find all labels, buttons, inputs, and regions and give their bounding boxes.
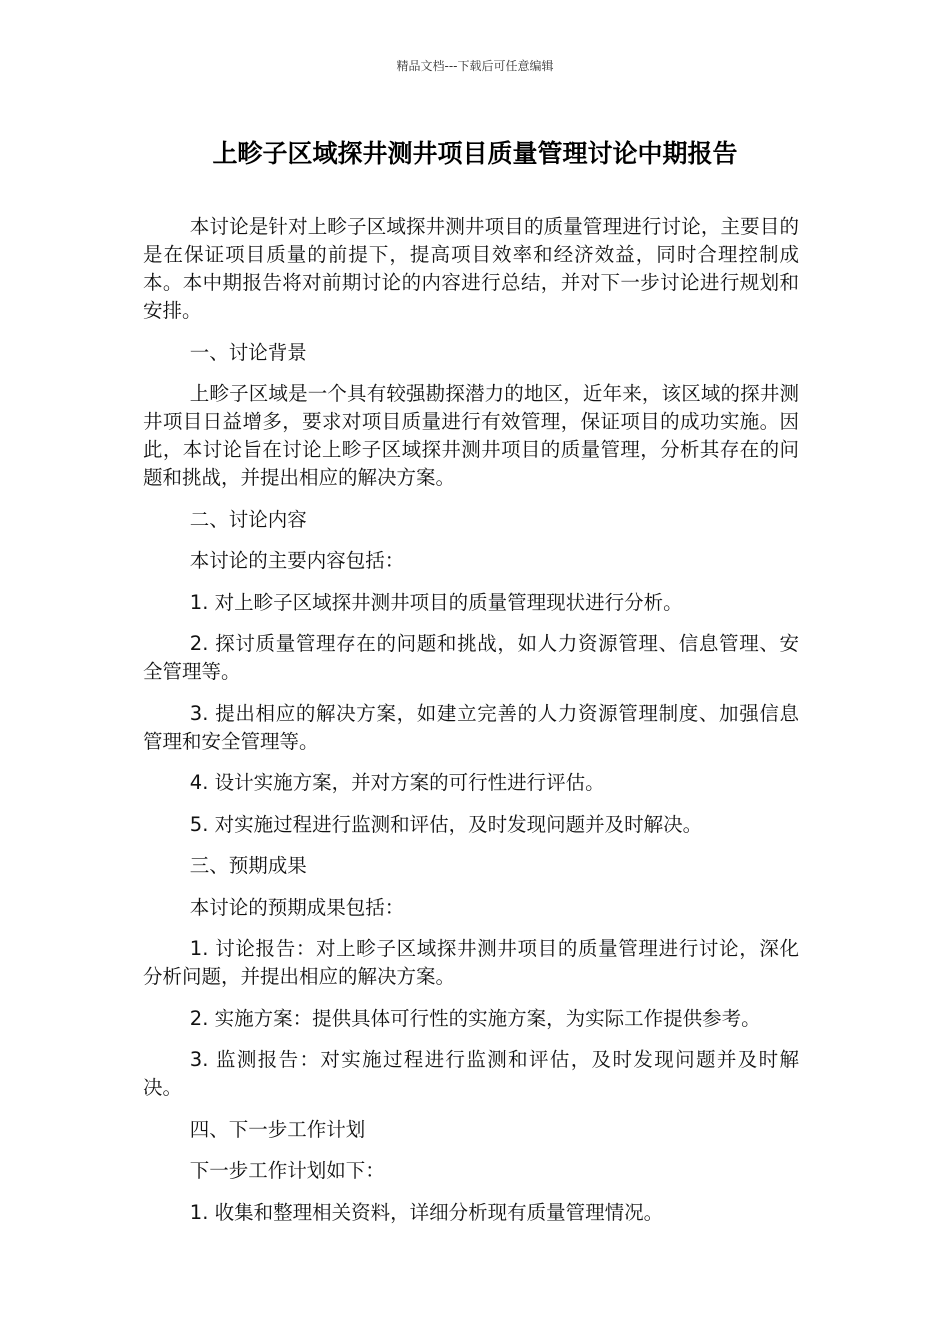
content-item-1: 1. 对上畛子区域探井测井项目的质量管理现状进行分析。 — [189, 590, 683, 614]
section-heading-next-steps: 四、下一步工作计划 — [189, 1117, 366, 1141]
content-item-4: 4. 设计实施方案，并对方案的可行性进行评估。 — [189, 771, 605, 794]
next-step-item-1: 1. 收集和整理相关资料，详细分析现有质量管理情况。 — [189, 1200, 664, 1224]
content-item-5: 5. 对实施过程进行监测和评估，及时发现问题并及时解决。 — [189, 812, 703, 836]
page-header-watermark: 精品文档---下载后可任意编辑 — [396, 59, 554, 73]
content-item-2: 2. 探讨质量管理存在的问题和挑战，如人力资源管理、信息管理、安全管理等。 — [143, 632, 799, 683]
document-title: 上畛子区域探井测井项目质量管理讨论中期报告 — [212, 139, 738, 168]
next-steps-intro-paragraph: 下一步工作计划如下： — [189, 1159, 385, 1182]
intro-paragraph: 本讨论是针对上畛子区域探井测井项目的质量管理进行讨论，主要目的是在保证项目质量的前提下，提高项目效率和经济效益，同时合理控制成本。本中期报告将对前期讨论的内容进行总结，并对下一步讨论进行规划和安排。 — [143, 215, 799, 322]
content-intro-paragraph: 本讨论的主要内容包括： — [189, 549, 405, 572]
outcome-item-3: 3. 监测报告：对实施过程进行监测和评估，及时发现问题并及时解决。 — [143, 1048, 799, 1099]
section-heading-outcomes: 三、预期成果 — [189, 854, 307, 877]
outcome-item-1: 1. 讨论报告：对上畛子区域探井测井项目的质量管理进行讨论，深化分析问题，并提出相应的解决方案。 — [143, 937, 799, 988]
section-heading-content: 二、讨论内容 — [189, 507, 307, 531]
outcomes-intro-paragraph: 本讨论的预期成果包括： — [189, 895, 405, 919]
outcome-item-2: 2. 实施方案：提供具体可行性的实施方案，为实际工作提供参考。 — [189, 1006, 761, 1030]
document-body — [143, 213, 799, 1240]
background-paragraph: 上畛子区域是一个具有较强勘探潜力的地区，近年来，该区域的探井测井项目日益增多，要求对项目质量进行有效管理，保证项目的成功实施。因此，本讨论旨在讨论上畛子区域探井测井项目的质量管理，分析其存在的问题和挑战，并提出相应的解决方案。 — [143, 382, 799, 489]
section-heading-background: 一、讨论背景 — [189, 340, 307, 364]
content-item-3: 3. 提出相应的解决方案，如建立完善的人力资源管理制度、加强信息管理和安全管理等。 — [143, 701, 799, 753]
